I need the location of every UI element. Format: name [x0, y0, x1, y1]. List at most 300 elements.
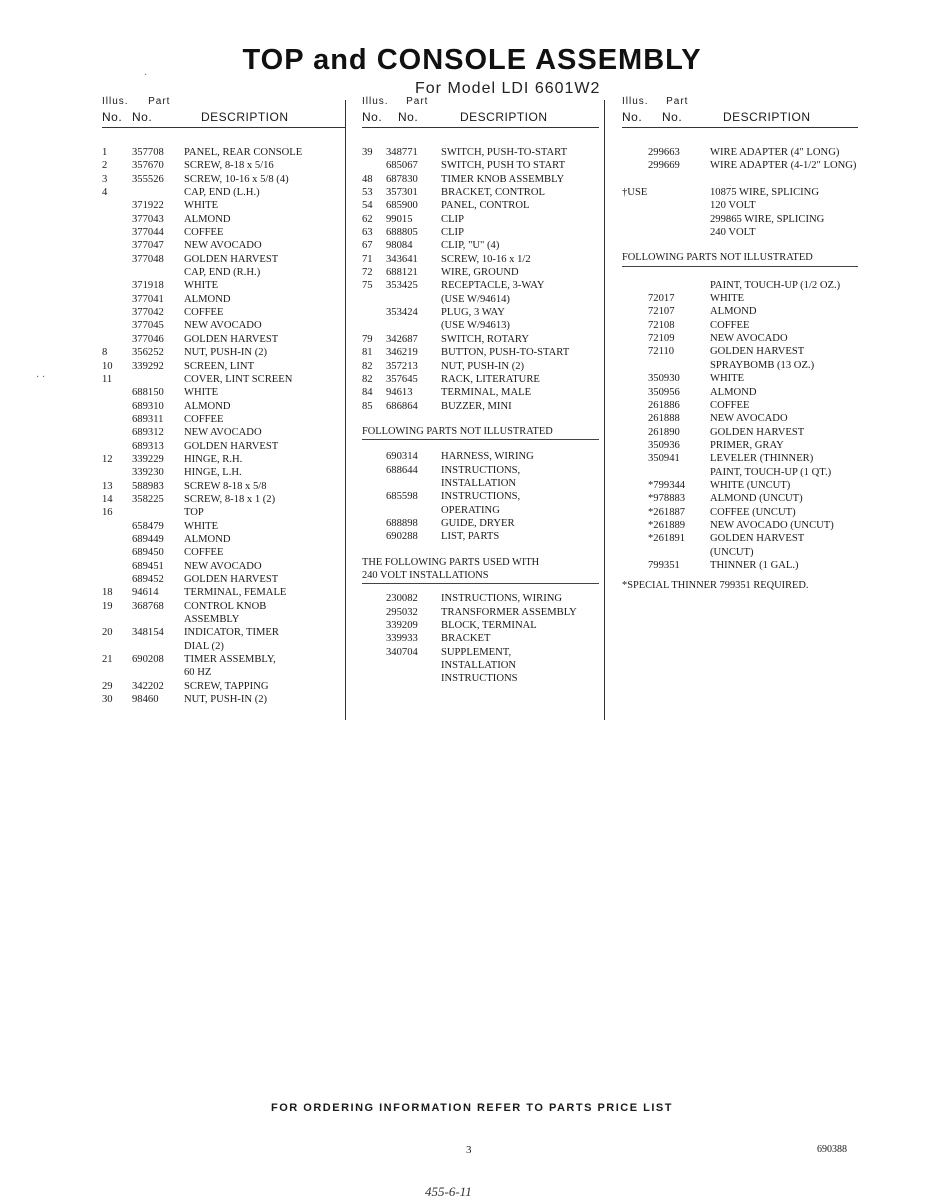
part-description: WIRE ADAPTER (4" LONG)	[710, 147, 840, 158]
part-description: CLIP, "U" (4)	[441, 240, 500, 252]
illus-number	[362, 632, 386, 645]
part-number: 358225	[132, 493, 164, 505]
part-description: COFFEE	[184, 547, 224, 559]
part-description: TRANSFORMER ASSEMBLY	[441, 606, 577, 618]
page-title: TOP and CONSOLE ASSEMBLY	[242, 44, 702, 76]
section-heading: FOLLOWING PARTS NOT ILLUSTRATED	[362, 425, 553, 437]
part-number: 799351	[648, 559, 680, 571]
part-description: COVER, LINT SCREEN	[184, 373, 293, 385]
part-description: 10875 WIRE, SPLICING	[710, 187, 819, 199]
part-description: TIMER ASSEMBLY,	[184, 654, 276, 666]
part-number: 689451	[132, 560, 164, 572]
part-description: 120 VOLT	[710, 200, 756, 212]
illus-number	[102, 426, 132, 439]
part-description: (UNCUT)	[710, 546, 754, 558]
part-description: TIMER KNOB ASSEMBLY	[441, 173, 565, 185]
scan-mark: · ·	[36, 372, 46, 383]
part-description: RACK, LITERATURE	[441, 373, 540, 385]
part-number: 353425	[386, 280, 418, 292]
part-description: WHITE	[184, 520, 219, 532]
part-number: 342687	[386, 333, 418, 345]
part-number: 368768	[132, 600, 164, 612]
part-description: TERMINAL, MALE	[441, 387, 532, 399]
illus-number	[102, 400, 132, 413]
part-description: COFFEE	[184, 307, 224, 319]
part-number: 94613	[386, 387, 413, 399]
illus-number	[622, 559, 648, 572]
illus-number	[622, 279, 648, 292]
part-number: 346219	[386, 347, 418, 359]
part-label: Part	[406, 96, 429, 107]
part-description: COFFEE	[710, 319, 750, 331]
part-number: 339229	[132, 453, 164, 465]
part-description: INSTRUCTIONS,	[441, 464, 521, 476]
list-item	[102, 586, 345, 599]
list-item	[362, 239, 599, 252]
illus-number: 8	[102, 347, 108, 359]
part-label: Part	[148, 96, 171, 107]
part-description: NUT, PUSH-IN (2)	[441, 360, 525, 372]
illus-number	[102, 386, 132, 399]
part-description: INDICATOR, TIMER	[184, 627, 279, 639]
list-item	[102, 159, 345, 172]
part-description: BUTTON, PUSH-TO-START	[441, 347, 570, 359]
illus-number	[102, 533, 132, 546]
illus-number	[102, 253, 132, 266]
illus-number	[102, 440, 132, 453]
illus-number: 12	[102, 453, 113, 465]
illus-number	[362, 159, 386, 172]
part-description: GOLDEN HARVEST	[184, 253, 279, 265]
part-description: THINNER (1 GAL.)	[710, 559, 799, 571]
list-item	[622, 292, 858, 305]
illus-number	[622, 292, 648, 305]
part-number: 686864	[386, 400, 418, 412]
part-description: WHITE	[710, 293, 745, 305]
illus-number	[362, 517, 386, 530]
column-header-top	[362, 96, 599, 110]
illus-number	[622, 466, 648, 479]
special-note: *SPECIAL THINNER 799351 REQUIRED.	[622, 580, 809, 592]
part-label: Part	[666, 96, 689, 107]
part-number: 72017	[648, 293, 675, 305]
part-description: BRACKET	[441, 633, 491, 645]
list-item	[362, 159, 599, 172]
part-number	[132, 640, 176, 653]
list-item	[102, 413, 345, 426]
part-number	[648, 279, 702, 292]
illus-number	[622, 386, 648, 399]
part-no-header: No.	[398, 110, 419, 124]
part-description: NEW AVOCADO	[184, 240, 262, 252]
part-number: 353424	[386, 307, 418, 319]
illus-number	[102, 546, 132, 559]
illus-number: 67	[362, 240, 373, 252]
list-item	[362, 632, 599, 645]
part-number: 348771	[386, 147, 418, 158]
list-item	[622, 226, 858, 239]
illus-number	[102, 520, 132, 533]
list-item	[362, 530, 599, 543]
part-number: 377046	[132, 333, 164, 345]
part-description: GOLDEN HARVEST	[184, 333, 279, 345]
parts-column-1	[102, 96, 345, 706]
part-description: PAINT, TOUCH-UP (1 QT.)	[710, 466, 832, 478]
part-description: LEVELER (THINNER)	[710, 453, 814, 465]
part-number	[386, 477, 433, 490]
illus-number: 2	[102, 160, 108, 172]
illus-number	[102, 266, 132, 279]
list-item	[362, 606, 599, 619]
parts-list	[362, 146, 599, 413]
illus-number	[622, 452, 648, 465]
illus-number	[622, 492, 648, 505]
part-description: TOP	[184, 507, 204, 519]
list-item	[102, 426, 345, 439]
part-description: NEW AVOCADO	[184, 560, 262, 572]
list-item	[622, 345, 858, 358]
list-item	[362, 450, 599, 463]
list-item	[102, 186, 345, 199]
illus-number: 81	[362, 347, 373, 359]
illus-number	[362, 606, 386, 619]
part-description: GOLDEN HARVEST	[184, 440, 279, 452]
illus-number	[622, 305, 648, 318]
part-no-header: No.	[662, 110, 683, 124]
part-description: GUIDE, DRYER	[441, 517, 515, 529]
part-description: ALMOND	[184, 293, 231, 305]
part-number: 98084	[386, 240, 413, 252]
part-number: 685598	[386, 491, 418, 503]
part-description: NEW AVOCADO	[184, 427, 262, 439]
list-item	[622, 332, 858, 345]
part-description: INSTALLATION	[441, 660, 517, 672]
part-number	[648, 359, 702, 372]
part-number: 343641	[386, 253, 418, 265]
part-description: PLUG, 3 WAY	[441, 307, 505, 319]
list-item	[362, 226, 599, 239]
illus-number	[362, 293, 386, 306]
part-number	[132, 506, 176, 519]
list-item	[622, 439, 858, 452]
illus-number	[362, 592, 386, 605]
illus-number	[622, 479, 648, 492]
column-divider	[345, 100, 346, 720]
part-description: COFFEE	[184, 227, 224, 239]
list-item	[622, 146, 858, 159]
list-item	[102, 239, 345, 252]
part-description: PANEL, REAR CONSOLE	[184, 147, 303, 158]
illus-number: 20	[102, 627, 113, 639]
illus-number	[362, 504, 386, 517]
illus-number	[362, 490, 386, 503]
part-number: 295032	[386, 606, 418, 618]
part-number: 348154	[132, 627, 164, 639]
part-description: WHITE	[184, 387, 219, 399]
part-number: 377042	[132, 307, 164, 319]
part-number	[386, 672, 433, 685]
part-description: SWITCH, ROTARY	[441, 333, 530, 345]
illus-number: 54	[362, 200, 373, 212]
illus-number	[102, 560, 132, 573]
part-description: DIAL (2)	[184, 640, 224, 652]
illus-number: 72	[362, 267, 373, 279]
illus-number: 48	[362, 173, 373, 185]
list-item	[622, 386, 858, 399]
part-number	[648, 199, 702, 212]
header-rule	[362, 127, 599, 128]
list-item	[362, 464, 599, 477]
illus-number	[102, 239, 132, 252]
part-number: 689313	[132, 440, 164, 452]
part-description: COFFEE	[184, 413, 224, 425]
illus-number	[362, 319, 386, 332]
list-item	[362, 266, 599, 279]
part-description: SPRAYBOMB (13 OZ.)	[710, 359, 815, 371]
illus-number	[362, 672, 386, 685]
part-description: BLOCK, TERMINAL	[441, 620, 537, 631]
list-item	[622, 359, 858, 372]
part-description: (USE W/94614)	[441, 293, 510, 305]
list-item	[102, 213, 345, 226]
illus-label: Illus.	[102, 96, 129, 107]
illus-number: 4	[102, 187, 108, 199]
part-number: 685900	[386, 200, 418, 212]
part-number: 371922	[132, 200, 164, 212]
part-description: SCREW, TAPPING	[184, 680, 269, 692]
illus-number: 29	[102, 680, 113, 692]
list-item	[622, 319, 858, 332]
part-number: 357645	[386, 373, 418, 385]
list-item	[622, 559, 858, 572]
list-item	[102, 506, 345, 519]
parts-list	[362, 450, 599, 543]
column-header-top	[102, 96, 345, 110]
parts-column-2	[362, 96, 599, 686]
part-description: 60 HZ	[184, 667, 212, 679]
illus-number	[102, 226, 132, 239]
illus-number	[362, 646, 386, 659]
illus-number	[622, 319, 648, 332]
handwritten-note: 455-6-11	[425, 1184, 472, 1199]
part-description: INSTALLATION	[441, 477, 517, 489]
list-item	[362, 477, 599, 490]
list-item	[362, 386, 599, 399]
illus-number: 13	[102, 480, 113, 492]
part-number: 339230	[132, 467, 164, 479]
part-number	[386, 319, 433, 332]
part-description: SCREW, 10-16 x 5/8 (4)	[184, 173, 289, 185]
part-description: GOLDEN HARVEST	[710, 346, 805, 358]
part-number: *261889	[648, 519, 686, 531]
part-number: 350936	[648, 439, 680, 451]
list-item	[102, 560, 345, 573]
part-number	[648, 546, 702, 559]
list-item	[102, 533, 345, 546]
part-description: BUZZER, MINI	[441, 400, 512, 412]
part-number: 687830	[386, 173, 418, 185]
illus-no-header: No.	[362, 110, 383, 124]
part-number: 377044	[132, 227, 164, 239]
illus-number: 53	[362, 187, 373, 199]
model-subtitle: For Model LDI 6601W2	[415, 80, 601, 97]
part-description: TERMINAL, FEMALE	[184, 587, 287, 599]
list-item	[362, 213, 599, 226]
part-description: PANEL, CONTROL	[441, 200, 530, 212]
list-item	[102, 319, 345, 332]
list-item	[622, 546, 858, 559]
part-number: 685067	[386, 160, 418, 172]
illus-number: 62	[362, 213, 373, 225]
part-number: 689449	[132, 533, 164, 545]
list-item	[102, 386, 345, 399]
list-item	[102, 266, 345, 279]
illus-number	[102, 666, 132, 679]
illus-number	[102, 279, 132, 292]
list-item	[102, 453, 345, 466]
illus-number: 30	[102, 694, 113, 706]
list-item	[622, 479, 858, 492]
illus-number	[622, 412, 648, 425]
part-number: 588983	[132, 480, 164, 492]
illus-number: 63	[362, 227, 373, 239]
part-description: INSTRUCTIONS,	[441, 491, 521, 503]
illus-number	[622, 213, 648, 226]
part-number: 371918	[132, 280, 164, 292]
description-header: DESCRIPTION	[201, 110, 289, 124]
list-item	[362, 504, 599, 517]
part-description: SWITCH, PUSH TO START	[441, 160, 566, 172]
part-description: GOLDEN HARVEST	[710, 533, 805, 545]
illus-number	[622, 226, 648, 239]
column-header	[622, 110, 858, 126]
illus-number	[622, 506, 648, 519]
part-number: 658479	[132, 520, 164, 532]
parts-list	[622, 146, 858, 239]
list-item	[622, 173, 858, 186]
illus-number	[102, 333, 132, 346]
list-item	[362, 279, 599, 292]
list-item	[102, 440, 345, 453]
part-description: NUT, PUSH-IN (2)	[184, 347, 268, 359]
part-description: GOLDEN HARVEST	[710, 426, 805, 438]
list-item	[622, 466, 858, 479]
part-number: 688805	[386, 227, 418, 239]
part-number: 688644	[386, 464, 418, 476]
list-item	[622, 412, 858, 425]
list-item	[102, 573, 345, 586]
part-number: 690288	[386, 531, 418, 543]
illus-number: 82	[362, 360, 373, 372]
part-no-header: No.	[132, 110, 153, 124]
part-number: 377047	[132, 240, 164, 252]
illus-number	[622, 519, 648, 532]
illus-number	[102, 613, 132, 626]
part-description: (USE W/94613)	[441, 320, 510, 332]
part-description: PAINT, TOUCH-UP (1/2 OZ.)	[710, 279, 841, 291]
list-item	[362, 373, 599, 386]
ordering-footer: FOR ORDERING INFORMATION REFER TO PARTS PRICE LIST	[271, 1102, 673, 1114]
list-item	[622, 199, 858, 212]
list-item	[622, 532, 858, 545]
part-number: 98460	[132, 694, 159, 706]
list-item	[102, 546, 345, 559]
illus-number: 19	[102, 600, 113, 612]
part-description: ALMOND (UNCUT)	[710, 493, 803, 505]
description-header: DESCRIPTION	[723, 110, 811, 124]
list-item	[102, 626, 345, 639]
part-description: LIST, PARTS	[441, 531, 500, 543]
list-item	[362, 306, 599, 319]
part-number: 339933	[386, 633, 418, 645]
part-number	[386, 659, 433, 672]
illus-label: Illus.	[362, 96, 389, 107]
part-description: CAP, END (R.H.)	[184, 267, 261, 279]
illus-number: 82	[362, 373, 373, 385]
description-header: DESCRIPTION	[460, 110, 548, 124]
illus-label: Illus.	[622, 96, 649, 107]
illus-number	[102, 466, 132, 479]
part-description: NEW AVOCADO	[184, 320, 262, 332]
column-header-top	[622, 96, 858, 110]
part-number: 377048	[132, 253, 164, 265]
list-item	[102, 493, 345, 506]
part-number: *978883	[648, 493, 686, 505]
part-number: 689312	[132, 427, 164, 439]
part-description: BRACKET, CONTROL	[441, 187, 545, 199]
list-item	[102, 279, 345, 292]
illus-number	[362, 659, 386, 672]
part-number: 350956	[648, 386, 680, 398]
illus-number	[102, 306, 132, 319]
list-item	[102, 640, 345, 653]
list-item	[362, 517, 599, 530]
illus-number	[362, 306, 386, 319]
list-item	[362, 146, 599, 159]
part-number: 72109	[648, 333, 675, 345]
part-description: NEW AVOCADO (UNCUT)	[710, 519, 834, 531]
list-item	[622, 279, 858, 292]
parts-column-3	[622, 96, 858, 591]
illus-number	[362, 619, 386, 632]
illus-number	[622, 146, 648, 159]
list-item	[362, 253, 599, 266]
list-item	[102, 653, 345, 666]
part-description: ALMOND	[710, 306, 757, 318]
list-item	[102, 173, 345, 186]
part-number	[648, 186, 702, 199]
illus-number: 10	[102, 360, 113, 372]
parts-list	[102, 146, 345, 706]
part-description: WIRE ADAPTER (4-1/2" LONG)	[710, 160, 857, 172]
part-description: WHITE	[184, 280, 219, 292]
part-number: 688898	[386, 517, 418, 529]
part-number: 350930	[648, 373, 680, 385]
document-number: 690388	[817, 1144, 847, 1155]
list-item	[362, 619, 599, 632]
part-description: RECEPTACLE, 3-WAY	[441, 280, 545, 292]
part-number: 99015	[386, 213, 413, 225]
list-item	[102, 346, 345, 359]
column-header	[102, 110, 345, 126]
part-number	[386, 504, 433, 517]
list-item	[102, 400, 345, 413]
part-number: 357670	[132, 160, 164, 172]
part-description: ALMOND	[710, 386, 757, 398]
list-item	[102, 146, 345, 159]
list-item	[102, 360, 345, 373]
part-number	[648, 213, 702, 226]
